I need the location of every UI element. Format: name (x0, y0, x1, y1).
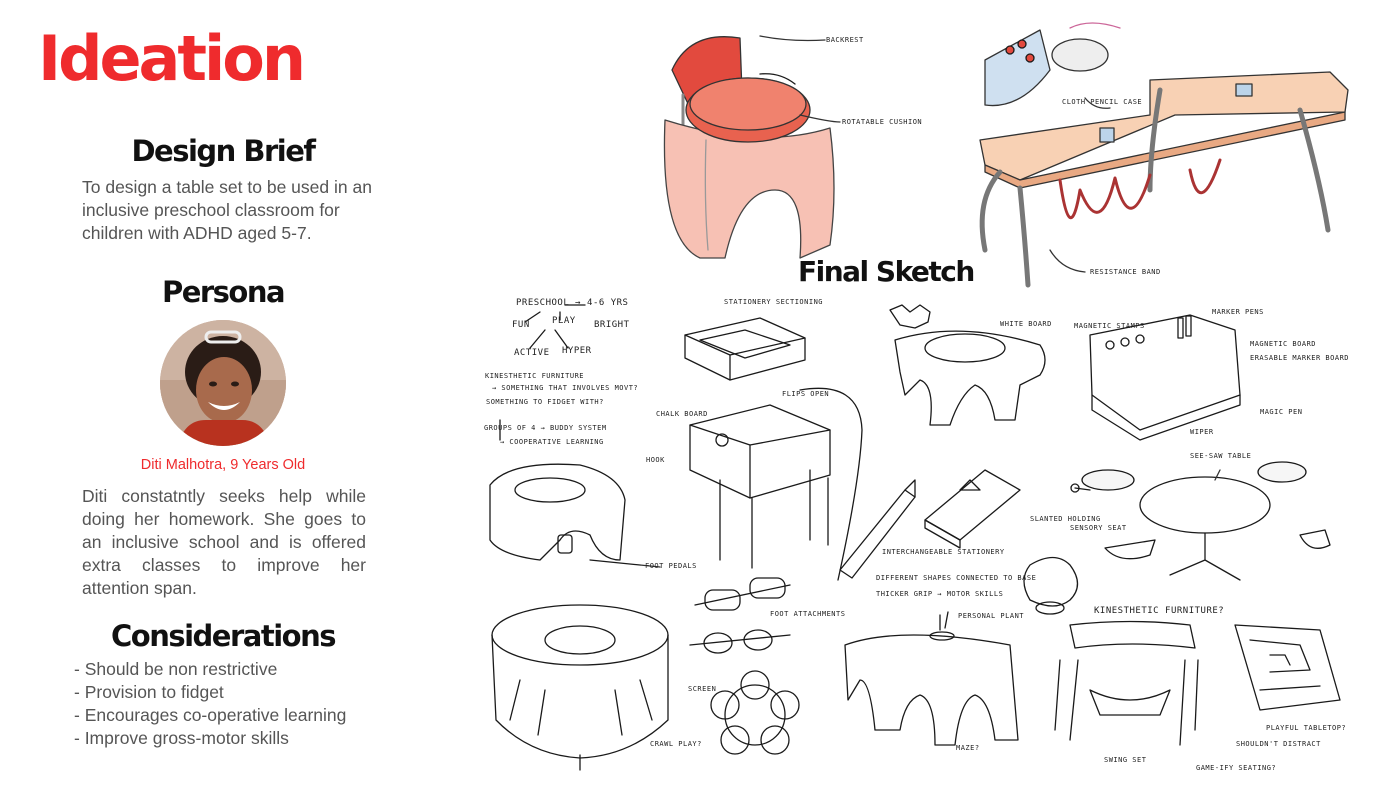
note-foot-pedals: FOOT PEDALS (645, 562, 697, 570)
note-erasable-board: ERASABLE MARKER BOARD (1250, 354, 1350, 362)
consideration-item: - Provision to fidget (74, 682, 224, 702)
maze-sketch (1235, 625, 1340, 710)
chair-sketch (664, 37, 834, 258)
note-personal-plant: PERSONAL PLANT (958, 612, 1025, 620)
considerations-heading: Considerations (111, 619, 335, 653)
note-magic-pen: MAGIC PEN (1260, 408, 1303, 416)
persona-name: Diti Malhotra, 9 Years Old (140, 457, 306, 473)
note-play: PLAY (552, 316, 576, 326)
note-active: ACTIVE (514, 348, 550, 358)
design-brief-heading: Design Brief (131, 134, 315, 168)
desk-sketch (685, 318, 862, 580)
note-cloth-pencil-case: CLOTH PENCIL CASE (1062, 98, 1143, 106)
note-crawl-play: CRAWL PLAY? (650, 740, 702, 748)
note-groups-of-4: GROUPS OF 4 → BUDDY SYSTEM (484, 424, 607, 432)
note-marker-pens: MARKER PENS (1212, 308, 1264, 316)
note-playful-tabletop: PLAYFUL TABLETOP? (1266, 724, 1347, 732)
note-something-fidget: SOMETHING TO FIDGET WITH? (486, 398, 604, 406)
foot-pedal-sketch (490, 464, 640, 565)
pencil-sketch (840, 470, 1020, 578)
magnetic-board-sketch (1090, 315, 1240, 440)
plant-stool-sketch (845, 612, 1018, 745)
note-maze: MAZE? (956, 744, 980, 752)
note-resistance-band: RESISTANCE BAND (1090, 268, 1161, 276)
note-sensory-seat: SENSORY SEAT (1070, 524, 1127, 532)
consideration-item: - Should be non restrictive (74, 659, 278, 679)
note-coop-learning: → COOPERATIVE LEARNING (500, 438, 604, 446)
foot-attachment-sketch (690, 578, 799, 754)
design-brief-text: To design a table set to be used in an inclusive preschool classroom for children with ADHD aged 5-7. (82, 177, 372, 243)
note-slanted-holding: SLANTED HOLDING (1030, 515, 1101, 523)
note-backrest: BACKREST (826, 36, 864, 44)
note-preschool: PRESCHOOL → 4-6 YRS (516, 298, 629, 308)
note-see-saw: SEE-SAW TABLE (1190, 452, 1252, 460)
note-rotatable-cushion: ROTATABLE CUSHION (842, 118, 923, 126)
note-flips-open: FLIPS OPEN (782, 390, 830, 398)
note-kinesthetic-q: KINESTHETIC FURNITURE (485, 372, 585, 380)
note-magnetic-stamps: MAGNETIC STAMPS (1074, 322, 1145, 330)
see-saw-sketch (1071, 462, 1330, 580)
final-sketch-heading: Final Sketch (798, 255, 974, 288)
note-bright: BRIGHT (594, 320, 630, 330)
note-hook: HOOK (646, 456, 665, 464)
page-title: Ideation (38, 22, 303, 95)
note-fun: FUN (512, 320, 530, 330)
note-interchangeable: INTERCHANGEABLE STATIONERY (882, 548, 1005, 556)
table-sketch (980, 23, 1348, 285)
consideration-item: - Encourages co-operative learning (74, 705, 347, 725)
note-kinesthetic-furniture: KINESTHETIC FURNITURE? (1094, 606, 1225, 616)
note-magnetic-board: MAGNETIC BOARD (1250, 340, 1317, 348)
note-foot-attachments: FOOT ATTACHMENTS (770, 610, 846, 618)
cross-stool-sketch (1024, 558, 1078, 615)
swing-set-sketch (1055, 622, 1198, 746)
note-thicker-grip: THICKER GRIP → MOTOR SKILLS (876, 590, 1004, 598)
note-screen: SCREEN (688, 685, 717, 693)
consideration-item: - Improve gross-motor skills (74, 728, 289, 748)
persona-description: Diti constatntly seeks help while doing her homework. She goes to an inclusive school and is offered extra classes to improve her attention span. (82, 486, 366, 598)
note-stationery: STATIONERY SECTIONING (724, 298, 824, 306)
note-hyper: HYPER (562, 346, 592, 356)
note-swing-set: SWING SET (1104, 756, 1147, 764)
round-table-sketch (492, 605, 668, 770)
note-different-shapes: DIFFERENT SHAPES CONNECTED TO BASE (876, 574, 1037, 582)
persona-heading: Persona (161, 275, 285, 309)
note-wiper: WIPER (1190, 428, 1214, 436)
note-something-movt: → SOMETHING THAT INVOLVES MOVT? (492, 384, 639, 392)
note-chalk-board: CHALK BOARD (656, 410, 708, 418)
note-game-ify: GAME-IFY SEATING? (1196, 764, 1277, 772)
note-shouldnt-distract: SHOULDN'T DISTRACT (1236, 740, 1321, 748)
note-white-board: WHITE BOARD (1000, 320, 1052, 328)
